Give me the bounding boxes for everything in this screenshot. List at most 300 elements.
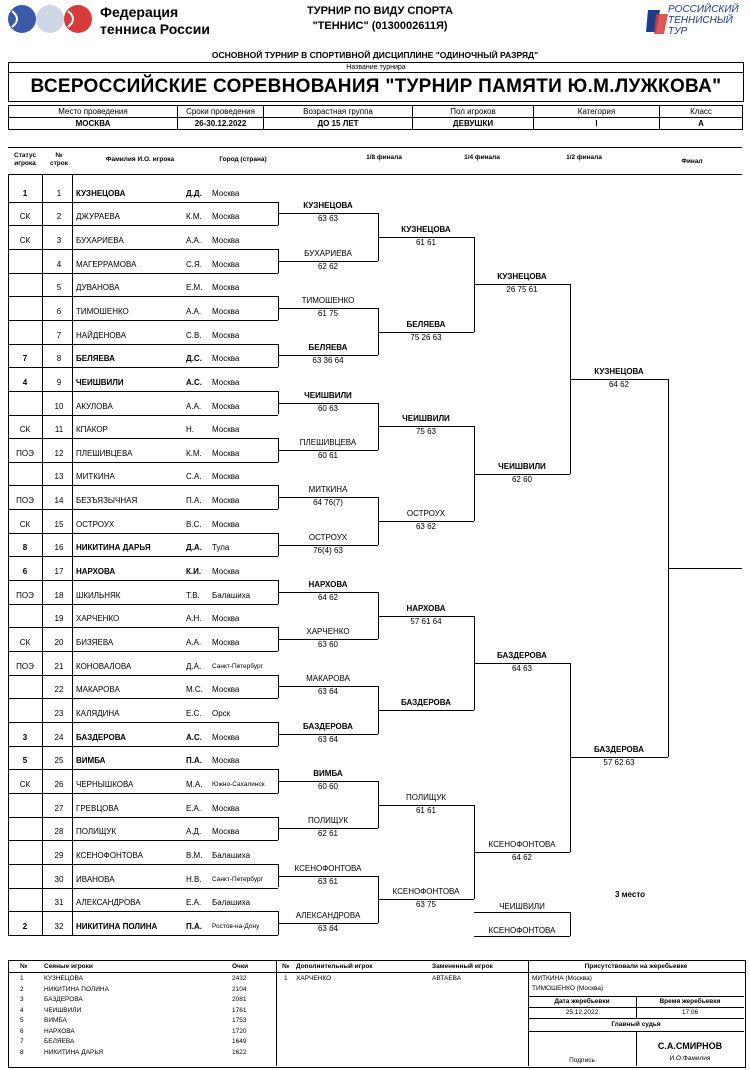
player-row-num: 8 <box>56 354 62 364</box>
bottom-header-rule <box>8 972 745 973</box>
player-city: Москва <box>212 235 240 245</box>
bracket-score: 57 61 64 <box>410 616 442 626</box>
player-row-num: 22 <box>54 685 64 695</box>
bracket-score: 64 62 <box>511 853 533 863</box>
player-row-rule <box>8 533 278 534</box>
player-surname: КАЛЯДИНА <box>76 708 120 718</box>
player-surname: БУХАРИЕВА <box>76 235 124 245</box>
player-surname: АКУЛОВА <box>76 401 113 411</box>
player-row-rule <box>8 769 278 770</box>
col-status: Статус игрока <box>14 152 36 167</box>
player-surname: НИКИТИНА ПОЛИНА <box>76 921 158 931</box>
bracket-score: 63 36 64 <box>312 356 344 366</box>
player-row-num: 30 <box>54 874 64 884</box>
player-status: 7 <box>22 354 28 364</box>
bracket-winner-name: БЕЛЯЕВА <box>308 343 348 353</box>
rtt-line2: ТЕННИСНЫЙ <box>668 15 733 26</box>
info-label-gender: Пол игроков <box>413 106 534 118</box>
player-city: Москва <box>212 425 240 435</box>
bracket-winner-name: КСЕНОФОНТОВА <box>392 887 460 897</box>
player-city: Москва <box>212 732 240 742</box>
bracket-score: 63 75 <box>415 900 437 910</box>
seed-name: ЧЕИШВИЛИ <box>44 1006 82 1014</box>
seed-num: 3 <box>20 996 24 1003</box>
date-label: Дата жеребьевки <box>554 998 610 1005</box>
bracket-score: 61 61 <box>415 238 437 248</box>
bracket-winner-name: ОСТРОУХ <box>308 532 348 542</box>
bracket-winner-name: КУЗНЕЦОВА <box>303 201 353 211</box>
seed-points: 1753 <box>232 1017 247 1024</box>
bracket-score: 62 60 <box>511 474 533 484</box>
sport-line2: "ТЕННИС" (0130002611Я) <box>312 20 448 32</box>
bracket-winner-name: ТИМОШЕНКО <box>301 296 355 306</box>
seeds-header-points: Очки <box>232 963 249 970</box>
col-divider <box>8 174 9 935</box>
pair-rule <box>8 273 278 274</box>
bracket-score: 63 62 <box>415 521 437 531</box>
info-label-place: Место проведения <box>9 106 178 118</box>
player-initials: М.А. <box>186 779 203 789</box>
player-city: Москва <box>212 188 240 198</box>
player-initials: Е.А. <box>186 898 202 908</box>
player-city: Санкт-Петербург <box>212 662 263 670</box>
bracket-score: 60 60 <box>317 782 339 792</box>
player-initials: Д.С. <box>186 354 202 364</box>
player-initials: А.Д. <box>186 827 202 837</box>
player-initials: А.А. <box>186 401 202 411</box>
seed-name: НИКИТИНА ПОЛИНА <box>44 985 109 993</box>
seed-name: ВИМБА <box>44 1017 67 1024</box>
seed-points: 1761 <box>232 1006 247 1014</box>
player-initials: А.А. <box>186 235 202 245</box>
bracket-score: 64 63 <box>511 663 533 673</box>
player-city: Москва <box>212 827 240 837</box>
player-initials: К.М. <box>186 212 202 222</box>
bracket-winner-name: БЕЛЯЕВА <box>406 319 446 329</box>
referee-label: Главный судья <box>611 1021 661 1028</box>
pair-rule <box>8 415 278 416</box>
bracket-winner-name: БАЗДЕРОВА <box>594 745 644 755</box>
alt-row-player: ХАРЧЕНКО <box>296 975 332 982</box>
player-row-num: 28 <box>54 827 64 837</box>
bracket-winner-name: НАРХОВА <box>406 603 446 613</box>
col-city: Город (страна) <box>219 156 267 163</box>
bracket-score: 60 61 <box>317 450 339 460</box>
player-status: СК <box>19 425 31 435</box>
player-surname: АЛЕКСАНДРОВА <box>76 898 141 908</box>
alt-header-num: № <box>282 963 290 970</box>
player-initials: С.А. <box>186 472 202 482</box>
player-city: Балашиха <box>212 850 251 860</box>
bracket-score: 76(4) 63 <box>313 545 343 555</box>
bracket-score: 61 61 <box>415 805 437 815</box>
player-row-rule <box>8 438 278 439</box>
player-row-num: 19 <box>54 614 64 624</box>
player-surname: ЧЕИШВИЛИ <box>76 377 124 387</box>
player-initials: Е.С. <box>186 708 202 718</box>
player-row-num: 32 <box>54 921 64 931</box>
player-row-num: 9 <box>56 377 62 387</box>
pair-rule <box>8 651 278 652</box>
present-label: Присутствовали на жеребьевке <box>584 963 688 970</box>
player-city: Москва <box>212 212 240 222</box>
bracket-winner-name: ПОЛИЩУК <box>405 792 447 802</box>
player-initials: К.М. <box>186 448 202 458</box>
player-initials: Д.А. <box>186 661 202 671</box>
player-row-num: 29 <box>54 850 64 860</box>
bracket-winner-name: БАЗДЕРОВА <box>497 650 547 660</box>
player-surname: ХАРЧЕНКО <box>76 614 120 624</box>
player-city: Москва <box>212 401 240 411</box>
player-surname: МИТКИНА <box>76 472 115 482</box>
player-initials: Д.А. <box>186 543 202 553</box>
player-surname: БИЗЯЕВА <box>76 638 114 647</box>
alt-row-replaced: АВТАЕВА <box>432 975 462 982</box>
player-row-num: 1 <box>56 188 62 198</box>
pair-rule <box>8 320 278 321</box>
player-initials: А.С. <box>186 732 202 742</box>
player-row-rule <box>8 864 278 865</box>
bracket-score: 63 60 <box>317 640 339 650</box>
bracket-score: 64 76(7) <box>313 498 343 508</box>
player-city: Москва <box>212 638 240 647</box>
referee-name: С.А.СМИРНОВ <box>657 1041 723 1051</box>
bracket-winner-name: БАЗДЕРОВА <box>303 721 353 731</box>
player-surname: ИВАНОВА <box>76 874 115 884</box>
rtt-line1: РОССИЙСКИЙ <box>668 4 739 15</box>
player-surname: ШКИЛЬНЯК <box>76 590 121 600</box>
player-city: Орск <box>212 708 231 718</box>
player-initials: А.А. <box>186 638 202 647</box>
info-label-age: Возрастная группа <box>264 106 413 118</box>
divider <box>9 72 743 73</box>
bottom-divider-1 <box>276 960 277 1066</box>
player-row-num: 14 <box>54 496 64 506</box>
col-divider <box>42 174 43 935</box>
pair-rule <box>8 556 278 557</box>
player-row-num: 31 <box>54 898 64 908</box>
player-row-num: 26 <box>54 779 64 789</box>
bracket-score: 63 63 <box>317 214 339 224</box>
pair-rule <box>8 462 278 463</box>
player-city: Москва <box>212 259 240 269</box>
bracket-score: 57 62 63 <box>603 758 635 768</box>
bracket-winner-name: ЧЕИШВИЛИ <box>402 414 450 424</box>
rtt-name <box>668 4 739 37</box>
player-initials: Н. <box>186 425 194 435</box>
player-status: 6 <box>22 567 28 577</box>
player-status: СК <box>19 235 31 245</box>
player-city: Москва <box>212 614 240 624</box>
player-city: Москва <box>212 685 240 695</box>
bracket-winner-name: НАРХОВА <box>308 579 348 589</box>
col-sf: 1/2 финала <box>566 154 602 161</box>
bracket-winner-name: АЛЕКСАНДРОВА <box>295 910 361 920</box>
player-status: СК <box>19 212 31 222</box>
info-label-category: Категория <box>534 106 660 118</box>
info-value-class: А <box>660 118 743 130</box>
player-initials: А.А. <box>186 306 202 316</box>
bracket-score: 64 62 <box>608 380 630 390</box>
alt-header-player: Дополнительный игрок <box>296 963 373 970</box>
player-surname: ГРЕВЦОВА <box>76 803 119 813</box>
seed-name: КУЗНЕЦОВА <box>44 975 83 982</box>
player-row-rule <box>8 296 278 297</box>
tournament-name-label: Название турнира <box>346 64 406 71</box>
seed-num: 4 <box>20 1006 24 1014</box>
col-final: Финал <box>681 158 703 165</box>
pair-rule <box>8 367 278 368</box>
player-initials: Т.В. <box>186 590 200 600</box>
player-row-num: 6 <box>56 306 62 316</box>
seed-points: 1622 <box>232 1048 247 1056</box>
third-place-line1 <box>474 912 570 913</box>
draw-date: 25.12.2022 <box>565 1009 599 1016</box>
player-surname: КСЕНОФОНТОВА <box>76 850 143 860</box>
draw-info-rule-2 <box>528 1007 744 1008</box>
player-status: 5 <box>22 756 28 766</box>
player-row-rule <box>8 344 278 345</box>
bracket-winner-name: КСЕНОФОНТОВА <box>488 840 556 850</box>
player-status: 1 <box>22 188 28 198</box>
seed-num: 8 <box>20 1048 24 1056</box>
info-value-category: I <box>534 118 660 130</box>
bracket-winner-name: ЧЕИШВИЛИ <box>498 461 546 471</box>
alt-header-replaced: Замененный игрок <box>432 963 493 970</box>
col-qf: 1/4 финала <box>464 154 500 161</box>
federation-line1: Федерация <box>100 4 179 20</box>
third-place-label: 3 место <box>614 890 646 899</box>
bracket-winner-name: ВИМБА <box>313 769 343 779</box>
player-city: Москва <box>212 803 240 813</box>
player-surname: ДУВАНОВА <box>76 283 120 293</box>
player-row-rule <box>8 391 278 392</box>
player-city: Москва <box>212 377 240 387</box>
seed-name: НАРХОВА <box>44 1027 75 1035</box>
info-value-gender: ДЕВУШКИ <box>413 118 534 130</box>
seed-num: 6 <box>20 1027 24 1035</box>
player-city: Москва <box>212 472 240 482</box>
draw-time: 17:06 <box>681 1009 699 1016</box>
player-status: СК <box>19 638 31 647</box>
bracket-score: 63 64 <box>317 687 339 697</box>
bracket-score: 62 61 <box>317 829 339 839</box>
sport-title <box>270 4 490 34</box>
seeds-header-num: № <box>20 963 28 970</box>
player-row-num: 13 <box>54 472 64 482</box>
player-city: Москва <box>212 354 240 364</box>
player-city: Москва <box>212 306 240 316</box>
bracket-winner-name: ПОЛИЩУК <box>307 816 349 826</box>
player-row-num: 16 <box>54 543 64 553</box>
seeds-header-name: Сеяные игроки <box>44 963 93 970</box>
player-initials: В.М. <box>186 850 203 860</box>
champion-line <box>668 568 742 569</box>
player-city: Москва <box>212 496 240 506</box>
player-status: 4 <box>22 377 28 387</box>
rtt-logo-icon <box>646 6 668 36</box>
bracket-winner-name: КУЗНЕЦОВА <box>497 272 547 282</box>
seed-num: 5 <box>20 1017 24 1024</box>
alt-row-num: 1 <box>284 975 288 982</box>
bracket-winner-name: КУЗНЕЦОВА <box>594 367 644 377</box>
player-status: ПОЭ <box>16 448 34 458</box>
player-row-num: 23 <box>54 708 64 718</box>
time-label: Время жеребьевки <box>659 998 721 1005</box>
player-initials: Е.М. <box>186 283 203 293</box>
pair-rule <box>8 840 278 841</box>
player-row-num: 2 <box>56 212 62 222</box>
col-r16: 1/8 финала <box>366 154 402 161</box>
third-place-connector <box>570 912 571 936</box>
player-row-rule <box>8 911 278 912</box>
pair-rule <box>8 746 278 747</box>
player-city: Балашиха <box>212 590 251 600</box>
sport-line1: ТУРНИР ПО ВИДУ СПОРТА <box>307 5 453 17</box>
player-initials: М.С. <box>186 685 203 695</box>
present-1: МИТКИНА (Москва) <box>532 975 592 982</box>
seed-num: 7 <box>20 1038 24 1045</box>
seed-name: БАЗДЕРОВА <box>44 996 83 1003</box>
bracket-winner-name: МАКАРОВА <box>306 674 350 684</box>
bracket-winner-name: ЧЕИШВИЛИ <box>304 390 352 400</box>
player-status: СК <box>19 519 31 529</box>
player-row-rule <box>8 580 278 581</box>
player-initials: Е.А. <box>186 803 202 813</box>
player-status: ПОЭ <box>16 661 34 671</box>
player-surname: ЧЕРНЫШКОВА <box>76 779 134 789</box>
info-value-age: ДО 15 ЛЕТ <box>264 118 413 130</box>
draw-info-rule-3 <box>528 1018 744 1019</box>
player-row-num: 4 <box>56 259 62 269</box>
signature-label: Подпись <box>569 1057 595 1064</box>
player-row-num: 27 <box>54 803 64 813</box>
player-surname: ДЖУРАЕВА <box>76 212 120 222</box>
player-surname: НАЙДЕНОВА <box>76 330 127 340</box>
col-name: Фамилия И.О. игрока <box>105 156 175 163</box>
federation-name <box>100 4 210 38</box>
player-row-rule <box>8 675 278 676</box>
player-initials: С.В. <box>186 330 202 340</box>
seed-points: 2104 <box>232 985 247 993</box>
player-surname: МАКАРОВА <box>76 685 120 695</box>
player-initials: Н.В. <box>186 874 202 884</box>
player-initials: П.А. <box>186 756 202 766</box>
discipline-subtitle: ОСНОВНОЙ ТУРНИР В СПОРТИВНОЙ ДИСЦИПЛИНЕ "ОДИНОЧНЫЙ РАЗРЯД" <box>211 50 539 60</box>
player-row-rule <box>8 249 278 250</box>
player-status: СК <box>19 779 31 789</box>
info-value-dates: 26-30.12.2022 <box>178 118 264 130</box>
player-initials: А.Н. <box>186 614 202 624</box>
draw-header-rule <box>8 174 742 175</box>
third-place-line2 <box>474 936 570 937</box>
seed-points: 2432 <box>232 975 247 982</box>
seed-points: 1720 <box>232 1027 247 1035</box>
bracket-score: 64 62 <box>317 592 339 602</box>
player-surname: МАГЕРРАМОВА <box>76 259 137 269</box>
present-2: ТИМОШЕНКО (Москва) <box>532 985 604 992</box>
info-label-dates: Сроки проведения <box>178 106 264 118</box>
info-value-place: МОСКВА <box>9 118 178 130</box>
player-surname: КОНОВАЛОВА <box>76 661 132 671</box>
player-row-num: 11 <box>54 425 64 435</box>
bracket-winner-name: БУХАРИЕВА <box>304 248 352 258</box>
player-city: Москва <box>212 448 240 458</box>
player-city: Москва <box>212 519 240 529</box>
bracket-winner-line <box>378 710 474 711</box>
player-row-num: 20 <box>54 638 64 647</box>
player-surname: НАРХОВА <box>76 567 116 577</box>
rtt-line3: ТУР <box>668 26 688 37</box>
ftr-logo-icon <box>6 3 94 35</box>
player-initials: П.А. <box>186 496 202 506</box>
player-surname: КПАКОР <box>76 425 108 435</box>
fio-label: И.О.Фамилия <box>669 1055 711 1062</box>
seed-num: 2 <box>20 985 24 993</box>
player-row-num: 18 <box>54 590 64 600</box>
player-row-num: 25 <box>54 756 64 766</box>
player-initials: С.Я. <box>186 259 202 269</box>
bracket-winner-name: ОСТРОУХ <box>406 508 446 518</box>
bracket-score: 75 26 63 <box>410 332 442 342</box>
pair-rule <box>8 935 278 936</box>
player-surname: ПОЛИЩУК <box>76 827 117 837</box>
pair-rule <box>8 509 278 510</box>
player-row-num: 17 <box>54 567 64 577</box>
player-row-rule <box>8 627 278 628</box>
player-city: Москва <box>212 283 240 293</box>
seed-name: НИКИТИНА ДАРЬЯ <box>44 1048 104 1056</box>
bracket-winner-name: МИТКИНА <box>308 485 348 495</box>
player-status: ПОЭ <box>16 496 34 506</box>
pair-rule <box>8 888 278 889</box>
bracket-score: 62 62 <box>317 261 339 271</box>
pair-rule <box>8 793 278 794</box>
player-surname: БЕЗЪЯЗЫЧНАЯ <box>76 496 138 506</box>
player-row-num: 21 <box>54 661 64 671</box>
player-status: 8 <box>22 543 28 553</box>
player-row-num: 24 <box>54 732 64 742</box>
seed-points: 1649 <box>232 1038 247 1045</box>
tournament-name-box <box>8 62 744 102</box>
player-city: Балашиха <box>212 898 251 908</box>
pair-rule <box>8 604 278 605</box>
tournament-info-table <box>8 105 743 130</box>
player-initials: А.С. <box>186 377 202 387</box>
player-row-num: 12 <box>54 448 64 458</box>
player-surname: КУЗНЕЦОВА <box>76 188 126 198</box>
pair-rule <box>8 698 278 699</box>
tournament-name: ВСЕРОССИЙСКИЕ СОРЕВНОВАНИЯ "ТУРНИР ПАМЯТИ Ю.М.ЛУЖКОВА" <box>30 76 722 97</box>
bracket-winner-name: ХАРЧЕНКО <box>306 627 350 637</box>
draw-top-rule <box>8 147 742 148</box>
bracket-score: 60 63 <box>317 403 339 413</box>
info-label-class: Класс <box>660 106 743 118</box>
player-city: Москва <box>212 567 240 577</box>
player-city: Южно-Сахалинск <box>212 780 265 788</box>
seed-name: БЕЛЯЕВА <box>44 1038 75 1045</box>
player-surname: ВИМБА <box>76 756 106 766</box>
player-row-num: 5 <box>56 283 62 293</box>
player-row-num: 3 <box>56 235 62 245</box>
player-city: Тула <box>212 543 230 553</box>
bracket-winner-name: КУЗНЕЦОВА <box>401 225 451 235</box>
player-surname: БЕЛЯЕВА <box>76 354 115 364</box>
player-status: 2 <box>22 921 28 931</box>
player-row-num: 10 <box>54 401 64 411</box>
player-surname: НИКИТИНА ДАРЬЯ <box>76 543 151 553</box>
player-row-rule <box>8 485 278 486</box>
